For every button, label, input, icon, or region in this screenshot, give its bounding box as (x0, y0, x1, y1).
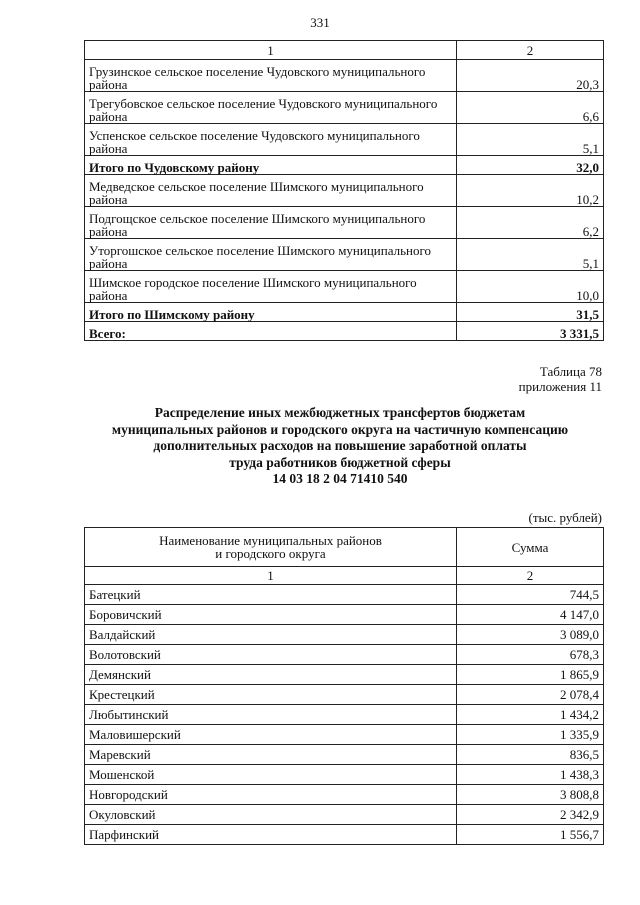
district-name: Крестецкий (85, 685, 457, 705)
table-row (85, 239, 604, 271)
settlements-table (84, 40, 604, 341)
header-name (85, 528, 457, 567)
district-name: Батецкий (85, 585, 457, 605)
table-row (85, 175, 604, 207)
title-line: муниципальных районов и городского округа на частичную компенсацию (111, 421, 569, 437)
district-name: Любытинский (85, 705, 457, 725)
table-row (85, 705, 604, 725)
row-name: Подгощское сельское поселение Шимского муниципального района (85, 207, 457, 239)
row-value: 31,5 (457, 303, 604, 322)
table-caption (519, 364, 602, 394)
district-sum: 1 438,3 (457, 765, 604, 785)
subtotal-row (85, 156, 604, 175)
district-name: Окуловский (85, 805, 457, 825)
table-row (85, 665, 604, 685)
row-value: 32,0 (457, 156, 604, 175)
table-header-row (85, 41, 604, 60)
table-row (85, 645, 604, 665)
table-row (85, 207, 604, 239)
district-sum: 2 078,4 (457, 685, 604, 705)
row-name: Успенское сельское поселение Чудовского муниципального района (85, 124, 457, 156)
district-sum: 3 089,0 (457, 625, 604, 645)
district-sum: 1 865,9 (457, 665, 604, 685)
column-numbers-row (85, 567, 604, 585)
title-line: дополнительных расходов на повышение заработной оплаты (153, 438, 527, 453)
district-sum: 678,3 (457, 645, 604, 665)
row-value: 5,1 (457, 239, 604, 271)
district-sum: 3 808,8 (457, 785, 604, 805)
district-name: Валдайский (85, 625, 457, 645)
row-name: Уторгошское сельское поселение Шимского муниципального района (85, 239, 457, 271)
row-value: 3 331,5 (457, 322, 604, 341)
header-name-line: и городского округа (215, 546, 326, 561)
row-value: 6,2 (457, 207, 604, 239)
column-number-2: 2 (457, 41, 604, 60)
header-name-line: Наименование муниципальных районов (159, 533, 382, 548)
district-name: Новгородский (85, 785, 457, 805)
subtotal-row (85, 303, 604, 322)
table-row (85, 785, 604, 805)
district-sum: 836,5 (457, 745, 604, 765)
district-name: Маловишерский (85, 725, 457, 745)
header-sum: Сумма (457, 528, 604, 567)
row-value: 20,3 (457, 60, 604, 92)
row-name: Трегубовское сельское поселение Чудовского муниципального района (85, 92, 457, 124)
column-number-2: 2 (457, 567, 604, 585)
row-value: 6,6 (457, 92, 604, 124)
row-name: Шимское городское поселение Шимского муниципального района (85, 271, 457, 303)
units-label: (тыс. рублей) (528, 510, 602, 525)
district-sum: 4 147,0 (457, 605, 604, 625)
district-name: Боровичский (85, 605, 457, 625)
title-line: труда работников бюджетной сферы (229, 454, 451, 470)
district-name: Волотовский (85, 645, 457, 665)
transfers-table (84, 527, 604, 845)
row-value: 10,0 (457, 271, 604, 303)
title-line: Распределение иных межбюджетных трансфертов бюджетам (154, 405, 526, 420)
table-number: Таблица 78 (539, 364, 602, 379)
table-row (85, 745, 604, 765)
table-row (85, 92, 604, 124)
district-name: Демянский (85, 665, 457, 685)
table-row (85, 605, 604, 625)
column-number-1: 1 (85, 567, 457, 585)
appendix-reference: приложения 11 (518, 379, 602, 394)
district-name: Парфинский (85, 825, 457, 845)
table-row (85, 765, 604, 785)
table-row (85, 585, 604, 605)
page-number: 331 (310, 15, 330, 30)
table-row (85, 685, 604, 705)
row-name: Итого по Шимскому району (85, 303, 457, 322)
row-name: Всего: (85, 322, 457, 341)
table-row (85, 805, 604, 825)
district-sum: 1 434,2 (457, 705, 604, 725)
table-row (85, 725, 604, 745)
row-name: Медведское сельское поселение Шимского муниципального района (85, 175, 457, 207)
district-sum: 2 342,9 (457, 805, 604, 825)
column-number-1: 1 (85, 41, 457, 60)
table-row (85, 271, 604, 303)
row-value: 10,2 (457, 175, 604, 207)
row-name: Итого по Чудовскому району (85, 156, 457, 175)
row-value: 5,1 (457, 124, 604, 156)
budget-code: 14 03 18 2 04 71410 540 (272, 471, 408, 486)
document-title (40, 405, 640, 488)
district-sum: 1 556,7 (457, 825, 604, 845)
table-row (85, 625, 604, 645)
table-header-row (85, 528, 604, 567)
table-row (85, 825, 604, 845)
district-name: Маревский (85, 745, 457, 765)
row-name: Грузинское сельское поселение Чудовского муниципального района (85, 60, 457, 92)
district-sum: 1 335,9 (457, 725, 604, 745)
district-sum: 744,5 (457, 585, 604, 605)
district-name: Мошенской (85, 765, 457, 785)
total-row (85, 322, 604, 341)
table-row (85, 60, 604, 92)
table-row (85, 124, 604, 156)
